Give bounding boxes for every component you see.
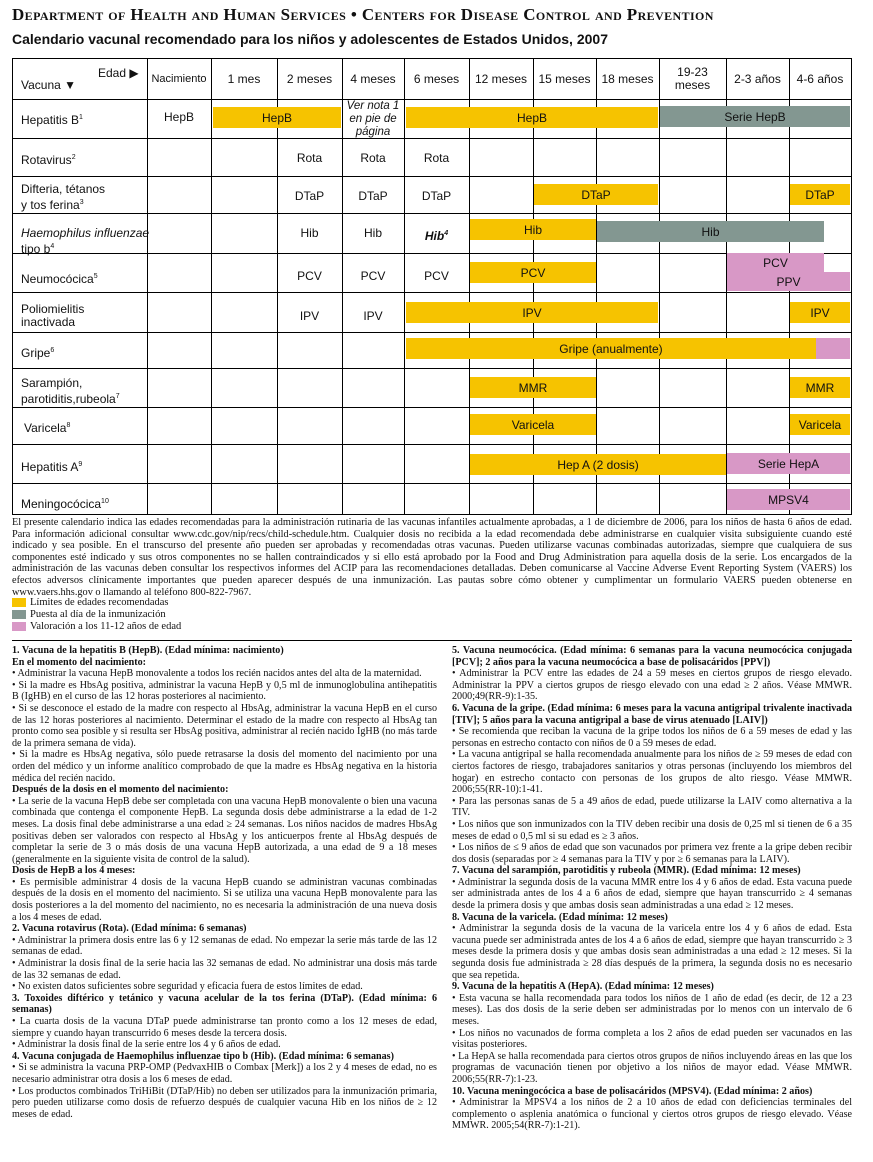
cell-dtap-4m: DTaP <box>358 189 388 203</box>
note-line: • Para las personas sanas de 5 a 49 años de edad, puede utilizarse la LAIV como alternativa a la TIV. <box>452 795 852 819</box>
note-line: 8. Vacuna de la varicela. (Edad mínima: 12 meses) <box>452 911 668 923</box>
vaccine-label-dtap: Difteria, tétanos y tos ferina$^3$ <box>21 182 106 212</box>
bar-hib-12-15: Hib <box>470 219 596 240</box>
age-header: 15 meses <box>538 71 591 86</box>
legend-yellow: Límites de edades recomendadas <box>12 597 168 608</box>
note-line: • Administrar la vacuna HepB monovalente a todos los recién nacidos antes del alta de la maternidad. <box>12 668 422 680</box>
age-header: 2-3 años <box>734 71 781 86</box>
age-header: 4-6 años <box>796 71 844 86</box>
note-line: 7. Vacuna del sarampión, parotiditis y rubeola (MMR). (Edad mínima: 12 meses) <box>452 865 801 877</box>
vaccine-label-hepb: Hepatitis $B^1$ <box>21 113 83 127</box>
note-line: • Se recomienda que reciban la vacuna de la gripe todos los niños de 6 a 59 meses de edad y las personas en estrecho contacto con niños de 0 a 59 meses de edad. <box>452 726 852 749</box>
agency-header: Department of Health and Human Services • Centers for Disease Control and Prevention <box>12 5 714 24</box>
edad-label: Edad ▶ <box>98 66 139 80</box>
note-line: • Administrar la dosis final de la serie hacia las 32 semanas de edad. No administrar una dosis más tarde de las 32 semanas de edad. <box>12 958 437 981</box>
bar-ppv: PPV <box>727 272 850 291</box>
note-line: • La serie de la vacuna HepB debe ser completada con una vacuna HepB monovalente o bien una vacuna combinada que contenga el componente HepB. La segunda dosis debe administrarse a la edad de 1-2 meses. La dosis final debe administrarse a una edad ≥ 24 semanas. Los niños nacidos de madres HbsAg positivas deben ser valorados con respecto al HbsAg y los anticuerpos frente al HbsAg después de completar la serie de 3 o más dosis de una vacuna HepB autorizada, a una edad de 9 a 18 meses (generalmente en la siguiente visita de control de la salud). <box>12 795 437 865</box>
bar-pcv: PCV <box>470 262 596 283</box>
note-line: • Si se administra la vacuna PRP-OMP (PedvaxHIB o Combax [Merk]) a los 2 y 4 meses de edad, no es necesario administrar otra dosis a los 6 meses de edad. <box>12 1062 437 1085</box>
bar-hepb-2: HepB <box>406 107 658 128</box>
bar-dtap-15-18: DTaP <box>534 184 658 205</box>
cell-pcv-4m: PCV <box>360 269 386 283</box>
cell-dtap-6m: DTaP <box>421 189 452 203</box>
note-line: • Si se desconoce el estado de la madre con respecto al HbsAg, administrar la vacuna HepB en el curso de las 12 horas posteriores al nacimiento. Determinar el estado de la madre con respecto al HbsAg tan pronto como sea posible y si resulta ser HbsAg positiva, administrar al recién nacido IgHB (no más tarde de la primera semana de vida). <box>12 702 437 749</box>
note-line: Dosis de HepB a los 4 meses: <box>12 865 136 877</box>
bar-gripe: Gripe (anualmente) <box>406 338 816 359</box>
cell-rota-6m: Rota <box>423 151 450 165</box>
age-nacimiento: Nacimiento <box>151 72 207 85</box>
cell-pcv-6m: PCV <box>424 269 449 283</box>
cell-hepb-note: Ver nota 1 en pie de página <box>346 100 400 138</box>
note-line: • Los niños de ≤ 9 años de edad que son vacunados por primera vez frente a la gripe deben recibir dos dosis (separadas por ≥ 4 semanas para la TIV y por ≥ 6 semanas para la LAIV). <box>452 842 852 865</box>
vaccine-label-hib: Haemophilus influenzae tipo $b^4$ <box>21 226 150 256</box>
vaccine-label-gripe: Gripe$^6$ <box>21 346 55 360</box>
notes-left-column <box>12 645 437 1120</box>
note-line: • Los productos combinados TriHiBit (DTaP/Hib) no deben ser utilizados para la inmunización primaria, pero pueden utilizarse como dosis de refuerzo después de cualquier vacuna Hib en los niños de ≥ 12 meses de edad. <box>12 1085 437 1120</box>
bar-dtap-4-6: DTaP <box>790 184 850 205</box>
note-line: • Administrar la PCV entre las edades de 24 a 59 meses en ciertos grupos de riesgo elevado. Administrar la PPV a ciertos grupos de riesgo elevado con una edad ≥ 2 años. Véase MMWR. 2000;49(RR-9):1-35. <box>452 668 852 703</box>
note-line: 6. Vacuna de la gripe. (Edad mínima: 6 meses para la vacuna antigripal trivalente inactivada [TIV]; 5 años para la vacuna antigripal a base de virus atenuado [LAIV]) <box>452 702 852 726</box>
bar-hepb-serie: Serie HepB <box>660 106 850 127</box>
note-line: • Esta vacuna se halla recomendada para todos los niños de 1 año de edad (es decir, de 12 a 23 meses). Las dos dosis de la serie deben ser administradas por lo menos con un intervalo de 6 meses. <box>452 992 852 1027</box>
note-line: 4. Vacuna conjugada de Haemophilus influenzae tipo b (Hib). (Edad mínima: 6 semanas) <box>12 1050 394 1062</box>
vaccine-label-mening: Meningocócica$^{10}$ <box>21 497 109 511</box>
note-line: • Si la madre es HbsAg negativa, sólo puede retrasarse la dosis del momento del nacimiento por una orden del médico y un informe analítico comprobado de que la madre es HbsAg negativa en la historia médica del recién nacido. <box>12 749 437 784</box>
bar-ipv: IPV <box>406 302 658 323</box>
bar-hepb-1: HepB <box>213 107 341 128</box>
note-line: 3. Toxoides diftérico y tetánico y vacuna acelular de la tos ferina (DTaP). (Edad mínima: 6 semanas) <box>12 992 437 1016</box>
vaccine-label-rota: Rotavirus$^2$ <box>21 153 76 167</box>
bar-hib-catchup: Hib <box>597 221 824 242</box>
bar-mpsv4: MPSV4 <box>727 489 850 510</box>
age-header: 12 meses <box>474 71 528 86</box>
bar-mmr: MMR <box>470 377 596 398</box>
note-line: • Los niños no vacunados de forma completa a los 2 años de edad pueden ser vacunados en las visitas posteriores. <box>452 1027 852 1051</box>
vaccine-label-mmr: Sarampión, parotiditis,rubeola$^7$ <box>21 376 120 406</box>
cell-hib-4m: Hib <box>363 226 382 240</box>
page-title: Calendario vacunal recomendado para los niños y adolescentes de Estados Unidos, 2007 <box>12 31 608 47</box>
note-line: • Administrar la segunda dosis de la vacuna MMR entre los 4 y 6 años de edad. Esta vacuna puede ser administrada antes de los 4 a 6 años de edad, siempre que hayan transcurrido ≥ 4 semanas desde la primera dosis y que ambas dosis sean administradas a una edad ≥ 12 meses. <box>452 876 852 912</box>
bar-ipv-4-6: IPV <box>790 302 850 323</box>
note-line: 1. Vacuna de la hepatitis B (HepB). (Edad mínima: nacimiento) <box>12 645 284 656</box>
cell-ipv-2m: IPV <box>299 309 320 323</box>
vaccine-label-hepa: Hepatitis $A^9$ <box>21 460 83 474</box>
note-line: • Si la madre es HbsAg positiva, administrar la vacuna HepB y 0,5 ml de inmunoglobulina antihepatitis B (IgHB) en el curso de las 12 horas posteriores al nacimiento. <box>12 679 437 703</box>
legend-pink: Valoración a los 11-12 años de edad <box>12 621 181 632</box>
bar-hepa: Hep A (2 dosis) <box>470 454 726 475</box>
cell-rota-2m: Rota <box>296 151 323 165</box>
age-header: 6 meses <box>413 71 460 86</box>
vaccine-label-polio: Poliomielitis inactivada <box>21 302 85 329</box>
age-header: 1 mes <box>227 71 261 86</box>
cell-ipv-4m: IPV <box>363 309 383 323</box>
cell-dtap-2m: DTaP <box>294 189 325 203</box>
note-line: • La HepA se halla recomendada para ciertos otros grupos de niños incluyendo áreas en las que los programas de vacunación tienen por objetivo a los niños de mayor edad. Véase MMWR. 2006;55(RR-7):1-23. <box>452 1050 852 1085</box>
bar-gripe-pink <box>816 338 850 359</box>
vaccine-label-varicela: Varicela$^8$ <box>24 421 71 435</box>
vaccine-label-neumo: Neumocócica$^5$ <box>21 272 98 286</box>
age-header: 19-23 meses <box>674 65 711 92</box>
note-line: • No existen datos suficientes sobre seguridad y eficacia fuera de estos límites de edad. <box>12 981 363 993</box>
divider <box>12 640 852 641</box>
note-line: 9. Vacuna de la hepatitis A (HepA). (Edad mínima: 12 meses) <box>452 981 714 993</box>
note-line: 5. Vacuna neumocócica. (Edad mínima: 6 semanas para la vacuna neumocócica conjugada [PCV]; 2 años para la vacuna neumocócica a base de polisacáridos [PPV]) <box>452 645 852 668</box>
cell-hib-6m: Hib$^4$ <box>424 229 449 243</box>
note-line: • Los niños que son inmunizados con la TIV deben recibir una dosis de 0,25 ml si tienen de 6 a 35 meses de edad o 0,5 ml si su edad es ≥ 3 años. <box>452 818 852 842</box>
legend-gray: Puesta al día de la inmunización <box>12 609 166 620</box>
vacuna-label: Vacuna ▼ <box>21 78 77 92</box>
age-header: 18 meses <box>601 71 654 86</box>
cell-pcv-2m: PCV <box>297 269 322 283</box>
schedule-table <box>12 58 852 515</box>
bar-varicela: Varicela <box>470 414 596 435</box>
note-line: • La cuarta dosis de la vacuna DTaP puede administrarse tan pronto como a los 12 meses de edad, siempre y cuando hayan transcurrido 6 meses desde la tercera dosis. <box>12 1016 437 1039</box>
note-line: En el momento del nacimiento: <box>12 656 147 668</box>
age-header: 4 meses <box>350 71 396 86</box>
cell-rota-4m: Rota <box>360 151 386 165</box>
note-line: • Administrar la MPSV4 a los niños de 2 a 10 años de edad con deficiencias terminales del complemento o asplenia anatómica o funcional y ciertos otros grupos de riesgo elevado. Véase MMWR. 2005;54(RR-7):1-21). <box>452 1097 852 1132</box>
bar-mmr-4-6: MMR <box>790 377 850 398</box>
note-line: • Administrar la primera dosis entre las 6 y 12 semanas de edad. No empezar la serie más tarde de las 12 semanas de edad. <box>12 934 437 958</box>
bar-pcv-pink: PCV <box>727 253 824 272</box>
notes-right-column <box>452 645 852 1132</box>
intro-paragraph: El presente calendario indica las edades recomendadas para la administración rutinaria de las vacunas infantiles actualmente aprobadas, a 1 de diciembre de 2006, para los niños de hasta 6 años de edad. Para información adicional consultar www.cdc.gov/nip/recs/child-schedule.htm. Cualquier dosis no recibida a la edad recomendada debe administrarse en cualquier visita subsiguiente cuando esté indicado y sea posible. En el transcurso del presente año pueden ser aprobadas y recomendadas otras vacunas. Pueden utilizarse vacunas combinadas autorizadas, siempre que cualquiera de sus componentes esté indicado y sus otros componentes no se hallen contraindicados y si ello está aprobado por la Food and Drug Administration para aquella dosis de la serie. Los encargados de la administración de las vacunas deben consultar los respectivos informes del ACIP para las recomendaciones detalladas. Deben comunicarse al Vaccine Adverse Event Reporting System (VAERS) los efectos adversos clínicamente importantes que pueden aparecer después de una inmunización. Las pautas sobre cómo obtener y cumplimentar un formulario VAERS pueden obtenerse en www.vaers.hhs.gov o llamando al teléfono 800-822-7967. <box>12 517 852 598</box>
note-line: • Es permisible administrar 4 dosis de la vacuna HepB cuando se administran vacunas combinadas después de la dosis en el momento del nacimiento. Si se utiliza una vacuna HepB monovalente para las dosis posteriores a la del momento del nacimiento, no es necesaria la administración de una nueva dosis a los 4 meses de edad. <box>12 876 437 923</box>
note-line: Después de la dosis en el momento del nacimiento: <box>12 784 229 796</box>
cell-hepb-birth: HepB <box>163 110 195 124</box>
bar-hepa-serie: Serie HepA <box>727 453 850 474</box>
bar-varicela-4-6: Varicela <box>790 414 850 435</box>
note-line: 10. Vacuna meningocócica a base de polisacáridos (MPSV4). (Edad mínima: 2 años) <box>452 1085 813 1097</box>
note-line: • Administrar la dosis final de la serie entre los 4 y 6 años de edad. <box>12 1039 281 1051</box>
cell-hib-2m: Hib <box>300 226 319 240</box>
note-line: 2. Vacuna rotavirus (Rota). (Edad mínima: 6 semanas) <box>12 923 247 935</box>
age-header: 2 meses <box>286 71 333 86</box>
note-line: • La vacuna antigripal se halla recomendada anualmente para los niños de ≥ 59 meses de edad con ciertos factores de riesgo, trabajadores sanitarios y otras personas (incluyendo los miembros del hogar) en estrecho contacto con personas de los grupos de alto riesgo. Véase MMWR. 2006;55(RR-10):1-41. <box>452 749 852 796</box>
note-line: • Administrar la segunda dosis de la vacuna de la varicela entre los 4 y 6 años de edad. Esta vacuna puede ser administrada antes de los 4 a 6 años de edad, siempre que hayan transcurrido ≥ 3 meses desde la primera dosis y que ambas dosis sean administradas a una edad ≥ 12 meses. Si la segunda dosis fue administrada ≥ 28 días después de la primera, la segunda dosis no es necesario que sea repetida. <box>452 923 852 981</box>
